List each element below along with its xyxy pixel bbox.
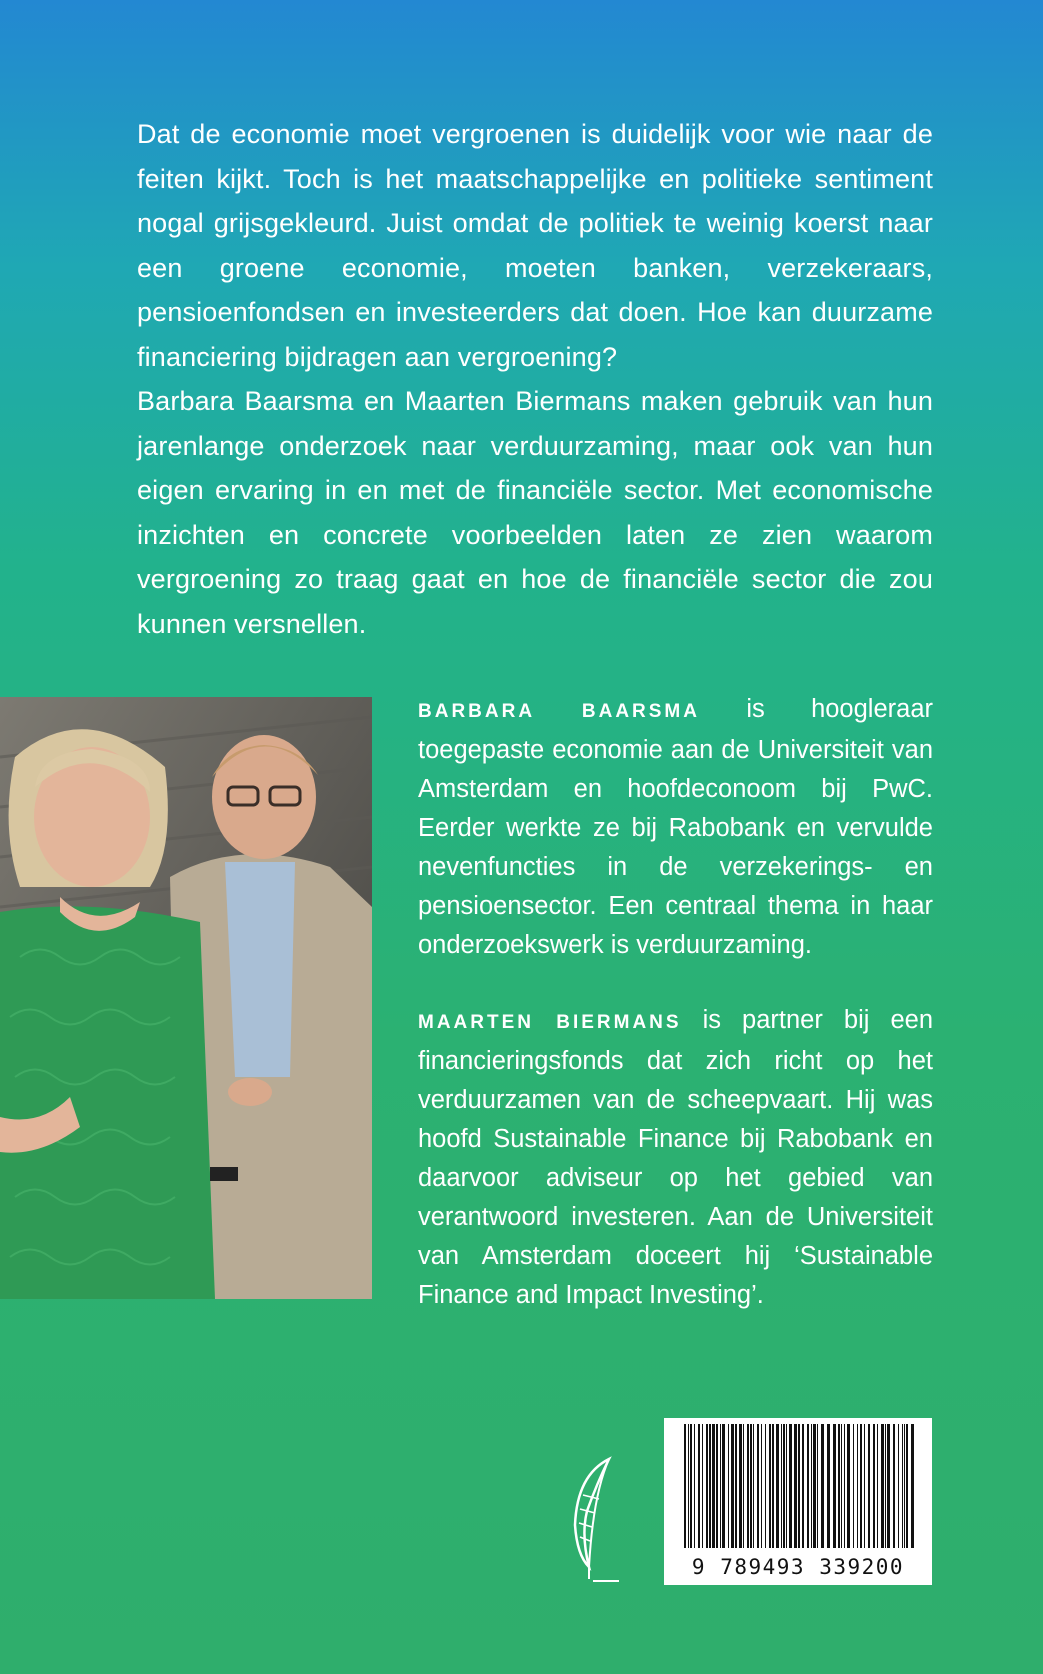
author-photo (0, 697, 372, 1299)
author-bio-text-barbara: is hoogleraar toegepaste economie aan de Universiteit van Amsterdam en hoofdeconoom bij PwC. Eerder werkte ze bij Rabobank en vervulde nevenfuncties in de verzekerings- en pensioensector. Een centraal thema in haar onderzoekswerk is verduurzaming. (418, 695, 933, 959)
author-bio-maarten (418, 1001, 933, 1315)
isbn-number: 9 789493 339200 (691, 1555, 905, 1579)
isbn-barcode (664, 1418, 932, 1585)
author-name-maarten: MAARTEN BIERMANS (418, 1012, 682, 1033)
publisher-quill-logo-icon (567, 1455, 627, 1585)
blurb-paragraph-2: Barbara Baarsma en Maarten Biermans maken gebruik van hun jarenlange onderzoek naar verduurzaming, maar ook van hun eigen ervaring in en met de financiële sector. Met economische inzichten en concrete voorbeelden laten ze zien waarom vergroening zo traag gaat en hoe de financiële sector die zou kunnen versnellen. (137, 386, 933, 639)
author-name-barbara: BARBARA BAARSMA (418, 701, 700, 722)
blurb-paragraph-1: Dat de economie moet vergroenen is duidelijk voor wie naar de feiten kijkt. Toch is het maatschappelijke en politieke sentiment nogal grijsgekleurd. Juist omdat de politiek te weinig koerst naar een groene economie, moeten banken, verzekeraars, pensioenfondsen en investeerders dat doen. Hoe kan duurzame financiering bijdragen aan vergroening? (137, 119, 933, 372)
back-cover-blurb (137, 112, 933, 646)
author-bio-text-maarten: is partner bij een financieringsfonds dat zich richt op het verduurzamen van de scheepvaart. Hij was hoofd Sustainable Finance bij Rabobank en daarvoor adviseur op het gebied van verantwoord investeren. Aan de Universiteit van Amsterdam doceert hij ‘Sustainable Finance and Impact Investing’. (418, 1006, 933, 1309)
author-bio-barbara (418, 690, 933, 965)
